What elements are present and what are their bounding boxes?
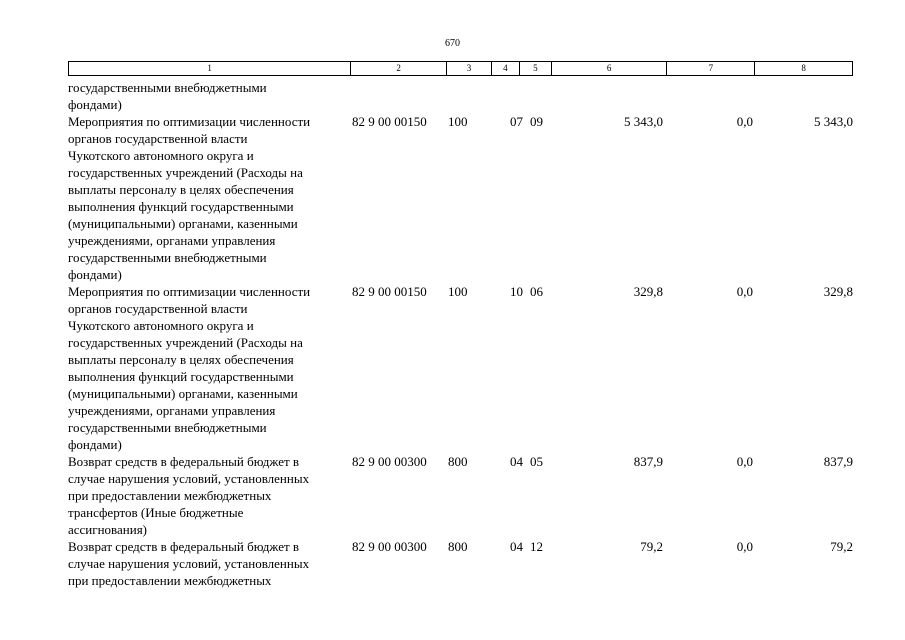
cell-sum3: 79,2 xyxy=(830,539,853,554)
description-line: выполнения функций государственными xyxy=(68,369,294,384)
row-description xyxy=(68,538,350,589)
description-line: государственными внебюджетными xyxy=(68,250,267,265)
description-line: фондами) xyxy=(68,267,122,282)
cell-sum2: 0,0 xyxy=(736,114,753,129)
cell-pr: 09 xyxy=(530,114,543,129)
cell-rz: 10 xyxy=(510,284,523,299)
cell-pr: 12 xyxy=(530,539,543,554)
description-line: при предоставлении межбюджетных xyxy=(68,573,272,588)
cell-rz: 07 xyxy=(510,114,523,129)
cell-sum1: 5 343,0 xyxy=(624,114,663,129)
cell-sum2: 0,0 xyxy=(736,539,753,554)
description-line: случае нарушения условий, установленных xyxy=(68,471,310,486)
header-col-6: 6 xyxy=(551,62,667,75)
description-line: Возврат средств в федеральный бюджет в xyxy=(68,539,300,554)
description-line: государственными внебюджетными xyxy=(68,420,267,435)
cell-sum3: 5 343,0 xyxy=(814,114,853,129)
row-description xyxy=(68,453,350,538)
description-line: ассигнования) xyxy=(68,522,148,537)
description-line: государственных учреждений (Расходы на xyxy=(68,165,303,180)
cell-rz: 04 xyxy=(510,539,523,554)
row-description xyxy=(68,79,350,113)
description-line: Возврат средств в федеральный бюджет в xyxy=(68,454,300,469)
table-header xyxy=(68,61,853,76)
cell-code: 82 9 00 00300 xyxy=(352,539,427,554)
description-line: учреждениями, органами управления xyxy=(68,403,276,418)
row-description xyxy=(68,283,350,453)
header-col-1: 1 xyxy=(207,63,212,73)
table-row xyxy=(68,283,853,453)
table-body xyxy=(68,79,853,589)
header-col-3: 3 xyxy=(446,62,491,75)
table-row xyxy=(68,79,853,113)
description-line: Чукотского автономного округа и xyxy=(68,148,254,163)
cell-code: 82 9 00 00300 xyxy=(352,454,427,469)
description-line: государственных учреждений (Расходы на xyxy=(68,335,303,350)
cell-sum1: 329,8 xyxy=(633,284,663,299)
table-row xyxy=(68,538,853,589)
description-line: Мероприятия по оптимизации численности xyxy=(68,114,311,129)
cell-vr: 100 xyxy=(448,284,468,299)
description-line: фондами) xyxy=(68,437,122,452)
header-col-4: 4 xyxy=(491,62,519,75)
description-line: при предоставлении межбюджетных xyxy=(68,488,272,503)
table-row xyxy=(68,113,853,283)
page-number: 670 xyxy=(445,38,460,49)
description-line: выплаты персоналу в целях обеспечения xyxy=(68,352,294,367)
header-col-8: 8 xyxy=(754,62,852,75)
description-line: (муниципальными) органами, казенными xyxy=(68,386,298,401)
description-line: выполнения функций государственными xyxy=(68,199,294,214)
header-col-2: 2 xyxy=(350,62,446,75)
description-line: трансфертов (Иные бюджетные xyxy=(68,505,244,520)
cell-vr: 800 xyxy=(448,539,468,554)
cell-rz: 04 xyxy=(510,454,523,469)
table-row xyxy=(68,453,853,538)
cell-sum2: 0,0 xyxy=(736,284,753,299)
cell-sum3: 837,9 xyxy=(823,454,853,469)
cell-sum1: 79,2 xyxy=(640,539,663,554)
description-line: органов государственной власти xyxy=(68,131,248,146)
cell-sum1: 837,9 xyxy=(633,454,663,469)
description-line: фондами) xyxy=(68,97,122,112)
cell-pr: 05 xyxy=(530,454,543,469)
description-line: государственными внебюджетными xyxy=(68,80,267,95)
description-line: органов государственной власти xyxy=(68,301,248,316)
cell-vr: 100 xyxy=(448,114,468,129)
cell-sum3: 329,8 xyxy=(823,284,853,299)
cell-sum2: 0,0 xyxy=(736,454,753,469)
header-col-5: 5 xyxy=(519,62,551,75)
cell-vr: 800 xyxy=(448,454,468,469)
description-line: (муниципальными) органами, казенными xyxy=(68,216,298,231)
description-line: Чукотского автономного округа и xyxy=(68,318,254,333)
description-line: случае нарушения условий, установленных xyxy=(68,556,310,571)
description-line: учреждениями, органами управления xyxy=(68,233,276,248)
description-line: выплаты персоналу в целях обеспечения xyxy=(68,182,294,197)
cell-pr: 06 xyxy=(530,284,543,299)
cell-code: 82 9 00 00150 xyxy=(352,114,427,129)
row-description xyxy=(68,113,350,283)
description-line: Мероприятия по оптимизации численности xyxy=(68,284,311,299)
cell-code: 82 9 00 00150 xyxy=(352,284,427,299)
header-col-7: 7 xyxy=(666,62,754,75)
